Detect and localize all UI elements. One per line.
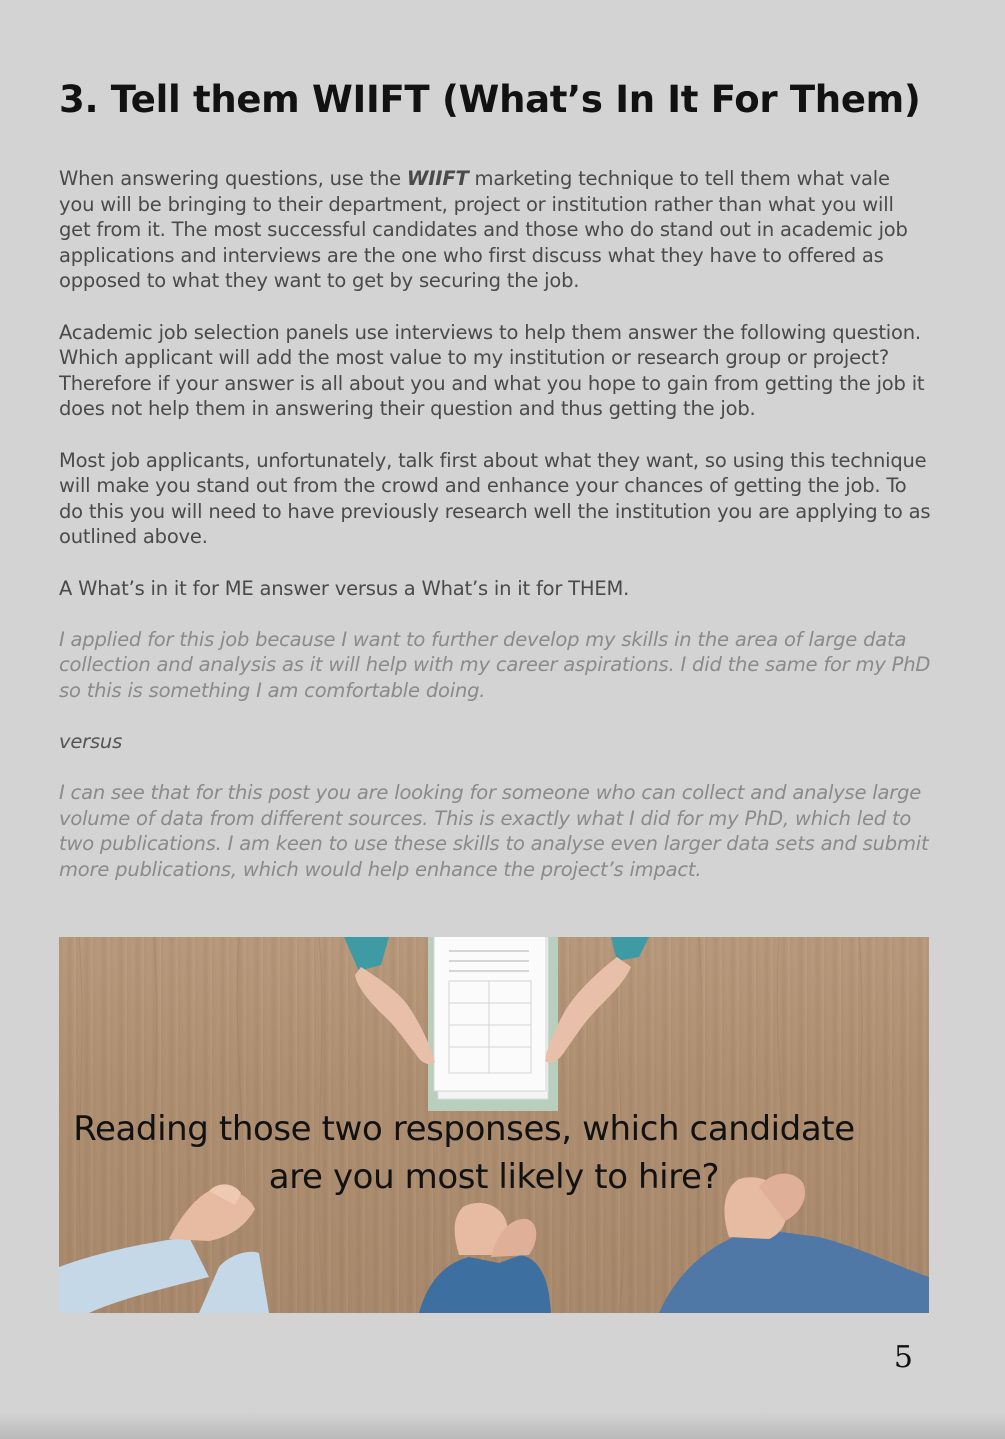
paragraph-comparison-intro: A What’s in it for ME answer versus a What’s in it for THEM. bbox=[59, 576, 630, 600]
page-bottom-shadow bbox=[0, 1412, 1005, 1439]
caption-line-1: Reading those two responses, which candidate bbox=[73, 1109, 855, 1149]
example-me-answer: I applied for this job because I want to further develop my skills in the area of large data collection and analysis as it will help with my career aspirations. I did the same for my PhD so this is something I am comfortable doing. bbox=[59, 627, 931, 702]
body-content bbox=[59, 166, 931, 908]
paragraph-intro-rest: marketing technique to tell them what vale you will be bringing to their department, project or institution rather than what you will get from it. The most successful candidates and those who do stand out in academic job applications and interviews are the one who first discuss what they have to offered as opposed to what they want to get by securing the job. bbox=[59, 167, 908, 293]
section-heading: 3. Tell them WIIFT (What’s In It For Them) bbox=[59, 78, 921, 121]
paragraph-intro-start: When answering questions, use the bbox=[59, 167, 407, 190]
versus-label: versus bbox=[59, 730, 123, 754]
page-number: 5 bbox=[893, 1340, 913, 1375]
image-caption bbox=[59, 1105, 929, 1201]
wiift-term: WIIFT bbox=[406, 167, 469, 190]
paragraph-applicants: Most job applicants, unfortunately, talk first about what they want, so using this technique will make you stand out from the crowd and enhance your chances of getting the job. To do this you will need to have previously research well the institution you are applying to as outlined above. bbox=[59, 448, 931, 549]
paragraph-panels: Academic job selection panels use interviews to help them answer the following question. Which applicant will add the most value to my institution or research group or project? Therefore if your answer is all about you and what you hope to gain from getting the job it does not help them in answering their question and thus getting the job. bbox=[59, 320, 925, 421]
interview-photo bbox=[59, 937, 929, 1313]
paragraph-intro bbox=[59, 166, 931, 294]
caption-line-2: are you most likely to hire? bbox=[268, 1157, 720, 1197]
example-them-answer: I can see that for this post you are looking for someone who can collect and analyse large volume of data from different sources. This is exactly what I did for my PhD, which led to two publications. I am keen to use these skills to analyse even larger data sets and submit more publications, which would help enhance the project’s impact. bbox=[59, 781, 929, 882]
document-folder bbox=[428, 937, 558, 1111]
